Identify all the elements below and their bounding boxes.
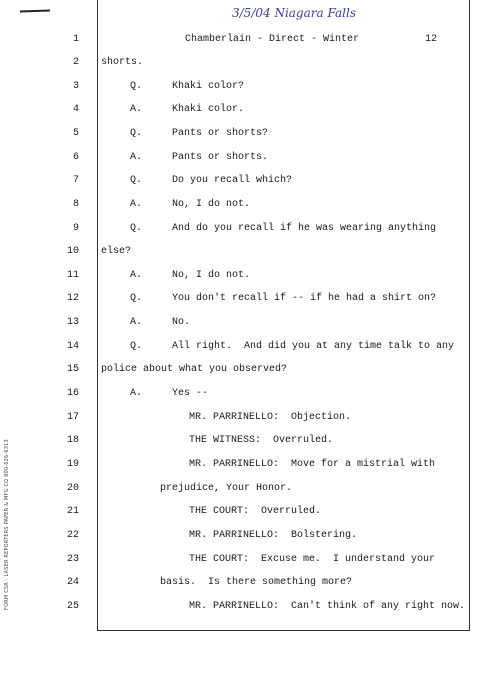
line-number: 21 <box>66 506 79 517</box>
speaker-label: Q. <box>130 341 143 352</box>
line-number: 24 <box>66 577 79 588</box>
line-text: Pants or shorts. <box>172 152 269 163</box>
line-number: 2 <box>72 57 79 68</box>
line-text: basis. Is there something more? <box>160 577 353 588</box>
page-number: 12 <box>425 34 438 45</box>
transcript-line-1 <box>0 33 492 53</box>
line-number: 14 <box>66 341 79 352</box>
line-number: 16 <box>66 388 79 399</box>
transcript-line <box>0 316 492 336</box>
speaker-label: Q. <box>130 293 143 304</box>
line-text: else? <box>101 246 132 257</box>
transcript-line <box>0 411 492 431</box>
speaker-label: A. <box>130 317 143 328</box>
transcript-line <box>0 576 492 596</box>
line-text: No. <box>172 317 191 328</box>
line-number: 6 <box>72 152 79 163</box>
line-text: police about what you observed? <box>101 364 288 375</box>
speaker-label: A. <box>130 104 143 115</box>
line-number: 11 <box>66 270 79 281</box>
line-number: 1 <box>72 34 79 45</box>
line-text: THE COURT: Excuse me. I understand your <box>189 554 436 565</box>
transcript-line <box>0 553 492 573</box>
line-number: 15 <box>66 364 79 375</box>
margin-dash-mark <box>20 9 50 12</box>
line-number: 5 <box>72 128 79 139</box>
speaker-label: A. <box>130 152 143 163</box>
line-text: MR. PARRINELLO: Can't think of any right now. <box>189 601 466 612</box>
line-text: prejudice, Your Honor. <box>160 483 293 494</box>
transcript-line <box>0 505 492 525</box>
line-text: No, I do not. <box>172 199 251 210</box>
transcript-line <box>0 458 492 478</box>
line-text: Pants or shorts? <box>172 128 269 139</box>
line-number: 3 <box>72 81 79 92</box>
line-text: THE COURT: Overruled. <box>189 506 322 517</box>
transcript-line <box>0 292 492 312</box>
line-number: 18 <box>66 435 79 446</box>
speaker-label: A. <box>130 270 143 281</box>
page-header-title: Chamberlain - Direct - Winter <box>185 34 360 45</box>
line-number: 20 <box>66 483 79 494</box>
line-text: Yes -- <box>172 388 209 399</box>
speaker-label: Q. <box>130 175 143 186</box>
line-number: 23 <box>66 554 79 565</box>
transcript-line <box>0 174 492 194</box>
line-text: All right. And did you at any time talk to any <box>172 341 455 352</box>
line-number: 8 <box>72 199 79 210</box>
line-text: Do you recall which? <box>172 175 293 186</box>
speaker-label: Q. <box>130 223 143 234</box>
line-text: You don't recall if -- if he had a shirt on? <box>172 293 437 304</box>
transcript-line <box>0 269 492 289</box>
line-number: 17 <box>66 412 79 423</box>
line-text: MR. PARRINELLO: Bolstering. <box>189 530 358 541</box>
transcript-line <box>0 198 492 218</box>
transcript-line <box>0 103 492 123</box>
line-text: Khaki color. <box>172 104 245 115</box>
line-number: 4 <box>72 104 79 115</box>
line-number: 13 <box>66 317 79 328</box>
line-number: 22 <box>66 530 79 541</box>
transcript-line <box>0 80 492 100</box>
transcript-line <box>0 222 492 242</box>
line-number: 19 <box>66 459 79 470</box>
handwritten-note: 3/5/04 Niagara Falls <box>232 6 356 20</box>
transcript-line <box>0 529 492 549</box>
line-number: 9 <box>72 223 79 234</box>
line-text: Khaki color? <box>172 81 245 92</box>
transcript-line <box>0 151 492 171</box>
transcript-line <box>0 600 492 620</box>
line-number: 7 <box>72 175 79 186</box>
line-number: 25 <box>66 601 79 612</box>
speaker-label: A. <box>130 199 143 210</box>
speaker-label: Q. <box>130 128 143 139</box>
line-text: MR. PARRINELLO: Move for a mistrial with <box>189 459 436 470</box>
speaker-label: A. <box>130 388 143 399</box>
transcript-line <box>0 340 492 360</box>
transcript-line <box>0 434 492 454</box>
line-text: shorts. <box>101 57 144 68</box>
line-text: No, I do not. <box>172 270 251 281</box>
line-text: And do you recall if he was wearing anything <box>172 223 437 234</box>
line-number: 10 <box>66 246 79 257</box>
transcript-line <box>0 482 492 502</box>
transcript-line <box>0 363 492 383</box>
form-vendor-text: FORM CSR - LASER REPORTERS PAPER & MFG CO 800-626-6313 <box>4 439 10 610</box>
transcript-line <box>0 56 492 76</box>
transcript-line <box>0 127 492 147</box>
line-text: THE WITNESS: Overruled. <box>189 435 334 446</box>
transcript-line <box>0 245 492 265</box>
transcript-line <box>0 387 492 407</box>
speaker-label: Q. <box>130 81 143 92</box>
line-text: MR. PARRINELLO: Objection. <box>189 412 352 423</box>
line-number: 12 <box>66 293 79 304</box>
